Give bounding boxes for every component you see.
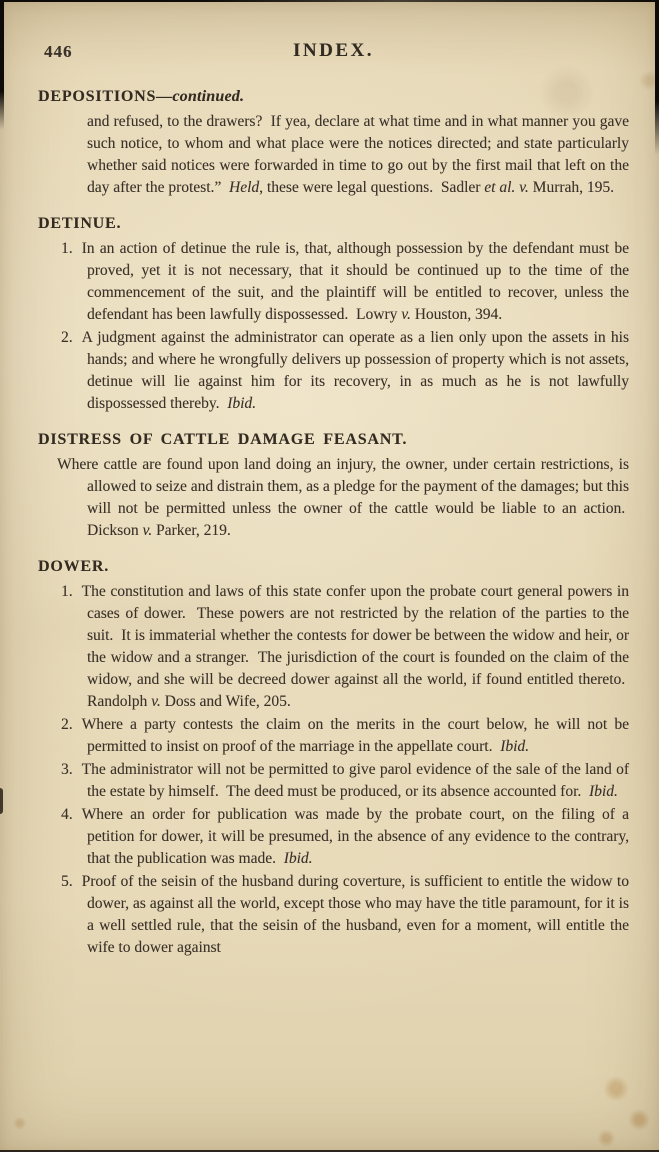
section-dower xyxy=(38,556,629,959)
entry-number: 2. xyxy=(61,329,73,346)
section-heading-term: DISTRESS OF CATTLE DAMAGE FEASANT. xyxy=(38,431,408,448)
entry-number: 1. xyxy=(61,240,73,257)
index-entry xyxy=(38,581,629,713)
section-heading xyxy=(38,213,629,235)
section-heading-term: DOWER. xyxy=(38,558,110,575)
page-content xyxy=(38,40,629,960)
section-depositions xyxy=(38,86,629,199)
index-entry xyxy=(38,759,629,803)
scan-edge-right xyxy=(655,0,659,155)
entry-text: A judgment against the administrator can operate as a lien only upon the assets in his hands; and where he wrongfully delivers up possession of property which is not assets, detinue will lie against him for its recovery, in as much as he is not lawfully dispossessed thereby. Ibid. xyxy=(81,329,629,412)
entry-number: 5. xyxy=(61,873,73,890)
entry-text: Where an order for publication was made by the probate court, on the filing of a petition for dower, it will be presumed, in the absence of any evidence to the contrary, that the publication was made. Ibid. xyxy=(81,806,629,867)
entry-number: 3. xyxy=(61,761,73,778)
index-entry xyxy=(38,804,629,870)
page-title: INDEX. xyxy=(293,40,374,61)
index-entry xyxy=(38,714,629,758)
section-heading-term: DETINUE. xyxy=(38,215,122,232)
scan-edge-left xyxy=(0,0,4,130)
entry-text: The constitution and laws of this state confer upon the probate court general powers in cases of dower. These powers are not restricted by the relation of the parties to the suit. It is immaterial whether the contests for dower be between the widow and heir, or the widow and a stranger. The jurisdiction of the court is founded on the claim of the widow, and she will be decreed dower against all the world, if found entitled thereto. Randolph v. Doss and Wife, 205. xyxy=(81,583,629,710)
index-entry xyxy=(38,238,629,326)
section-heading xyxy=(38,556,629,578)
section-detinue xyxy=(38,213,629,415)
index-entry xyxy=(38,327,629,415)
scan-edge-top xyxy=(0,0,659,2)
section-heading-continued: —continued. xyxy=(156,88,245,105)
entry-text: In an action of detinue the rule is, that, although possession by the defendant must be proved, yet it is not necessary, that it should be continued up to the time of the commencement of the suit, and the plaintiff will be entitled to recover, unless the defendant has been lawfully dispossessed. Lowry v. Houston, 394. xyxy=(81,240,629,323)
entry-number: 1. xyxy=(61,583,73,600)
entry-number: 4. xyxy=(61,806,73,823)
section-heading-term: DEPOSITIONS xyxy=(38,88,157,105)
entry-text: The administrator will not be permitted to give parol evidence of the sale of the land of the estate by himself. The deed must be produced, or its absence accounted for. Ibid. xyxy=(81,761,629,800)
entry-text: and refused, to the drawers? If yea, declare at what time and in what manner you gave such notice, to whom and what place were the notices directed; and state particularly whether said notices were forwarded in time to go out by the first mail that left on the day after the protest.” Held, these were legal questions. Sadler et al. v. Murrah, 195. xyxy=(87,113,629,196)
entry-text: Where cattle are found upon land doing an injury, the owner, under certain restrictions, is allowed to seize and distrain them, as a pledge for the payment of the damages; but this will not be permitted unless the owner of the cattle would be liable to an action. Dickson v. Parker, 219. xyxy=(57,456,629,539)
page-number: 446 xyxy=(44,42,73,61)
section-heading xyxy=(38,86,629,108)
section-heading xyxy=(38,429,629,451)
index-entry xyxy=(38,111,629,199)
entry-text: Where a party contests the claim on the merits in the court below, he will not be permitted to insist on proof of the marriage in the appellate court. Ibid. xyxy=(81,716,629,755)
running-head xyxy=(38,40,629,66)
scan-edge-nick xyxy=(0,788,3,814)
entry-number: 2. xyxy=(61,716,73,733)
entry-text: Proof of the seisin of the husband during coverture, is sufficient to entitle the widow to dower, as against all the world, except those who may have the title paramount, for it is a well settled rule, that the seisin of the husband, even for a moment, will entitle the wife to dower against xyxy=(81,873,629,956)
index-entry xyxy=(38,454,629,542)
section-distress-of-cattle xyxy=(38,429,629,542)
index-entry xyxy=(38,871,629,959)
